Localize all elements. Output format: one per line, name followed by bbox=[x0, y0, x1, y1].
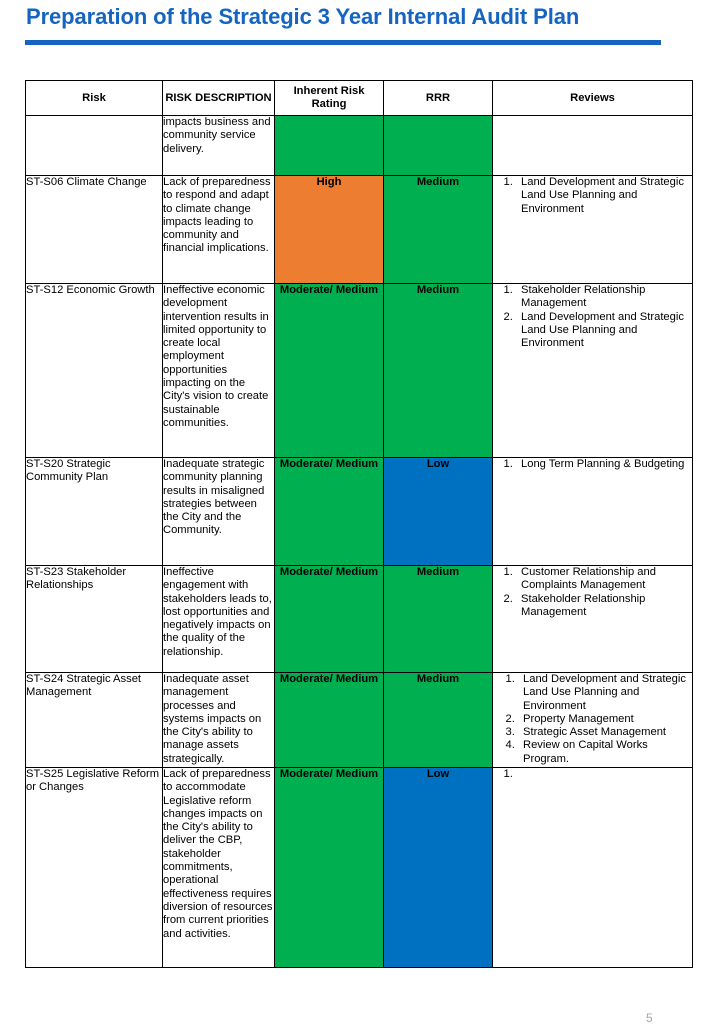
table-row bbox=[26, 176, 693, 284]
title-underline bbox=[25, 40, 661, 45]
review-item bbox=[516, 768, 692, 781]
risk-cell bbox=[26, 116, 163, 176]
reviews-list bbox=[499, 673, 692, 766]
risk-description-cell: Lack of preparedness to respond and adapt to climate change impacts leading to community and financial implications. bbox=[163, 176, 275, 284]
review-item: 1. Customer Relationship and Complaints Management bbox=[516, 566, 692, 593]
rrr-cell bbox=[384, 116, 493, 176]
rrr-cell: Medium bbox=[384, 284, 493, 458]
risk-cell: ST-S06 Climate Change bbox=[26, 176, 163, 284]
review-item: 1. Long Term Planning & Budgeting bbox=[516, 458, 692, 471]
inherent-risk-rating-cell: High bbox=[275, 176, 384, 284]
header-risk-description: RISK DESCRIPTION bbox=[163, 81, 275, 116]
reviews-cell bbox=[493, 673, 693, 768]
risk-description-cell: Inadequate strategic community planning results in misaligned strategies between the City and the Community. bbox=[163, 458, 275, 566]
table-header-row bbox=[26, 81, 693, 116]
risk-description-cell: Lack of preparedness to accommodate Legislative reform changes impacts on the City's ability to deliver the CBP, stakeholder commitments, operational effectiveness requires diversion of resources from current priorities and activities. bbox=[163, 768, 275, 968]
inherent-risk-rating-cell bbox=[275, 116, 384, 176]
reviews-cell bbox=[493, 458, 693, 566]
reviews-cell bbox=[493, 176, 693, 284]
inherent-risk-rating-cell: Moderate/ Medium bbox=[275, 284, 384, 458]
table-row bbox=[26, 566, 693, 673]
risk-description-cell: Ineffective engagement with stakeholders leads to, lost opportunities and negatively impacts on the quality of the relationship. bbox=[163, 566, 275, 673]
review-item: 2. Property Management bbox=[518, 713, 692, 726]
rrr-cell: Medium bbox=[384, 673, 493, 768]
review-item: 2. Land Development and Strategic Land Use Planning and Environment bbox=[516, 311, 692, 351]
header-risk: Risk bbox=[26, 81, 163, 116]
risk-cell: ST-S23 Stakeholder Relationships bbox=[26, 566, 163, 673]
reviews-list bbox=[493, 176, 692, 216]
review-item: 1. Land Development and Strategic Land Use Planning and Environment bbox=[516, 176, 692, 216]
rrr-cell: Low bbox=[384, 458, 493, 566]
inherent-risk-rating-cell: Moderate/ Medium bbox=[275, 566, 384, 673]
reviews-list bbox=[493, 284, 692, 350]
risk-description-cell: Ineffective economic development intervention results in limited opportunity to create local employment opportunities impacting on the City's vision to create sustainable communities. bbox=[163, 284, 275, 458]
reviews-cell bbox=[493, 566, 693, 673]
rrr-cell: Medium bbox=[384, 566, 493, 673]
header-inherent-risk-rating: Inherent Risk Rating bbox=[275, 81, 384, 116]
page-number: 5 bbox=[646, 1011, 653, 1025]
risk-cell: ST-S12 Economic Growth bbox=[26, 284, 163, 458]
reviews-list bbox=[493, 566, 692, 619]
risk-description-cell: impacts business and community service delivery. bbox=[163, 116, 275, 176]
audit-plan-table bbox=[25, 80, 693, 968]
risk-cell: ST-S25 Legislative Reform or Changes bbox=[26, 768, 163, 968]
risk-cell: ST-S20 Strategic Community Plan bbox=[26, 458, 163, 566]
reviews-list bbox=[493, 458, 692, 471]
review-item: 4. Review on Capital Works Program. bbox=[518, 739, 692, 766]
table-row bbox=[26, 284, 693, 458]
review-item: 3. Strategic Asset Management bbox=[518, 726, 692, 739]
table-row bbox=[26, 116, 693, 176]
header-reviews: Reviews bbox=[493, 81, 693, 116]
review-item: 1. Land Development and Strategic Land Use Planning and Environment bbox=[518, 673, 692, 713]
rrr-cell: Medium bbox=[384, 176, 493, 284]
review-item: 2. Stakeholder Relationship Management bbox=[516, 593, 692, 620]
table-row bbox=[26, 458, 693, 566]
table-row bbox=[26, 673, 693, 768]
header-rrr: RRR bbox=[384, 81, 493, 116]
reviews-list bbox=[493, 768, 692, 781]
inherent-risk-rating-cell: Moderate/ Medium bbox=[275, 673, 384, 768]
reviews-cell bbox=[493, 768, 693, 968]
inherent-risk-rating-cell: Moderate/ Medium bbox=[275, 458, 384, 566]
page-title: Preparation of the Strategic 3 Year Internal Audit Plan bbox=[26, 4, 580, 29]
reviews-cell bbox=[493, 116, 693, 176]
review-item: 1. Stakeholder Relationship Management bbox=[516, 284, 692, 311]
table-row bbox=[26, 768, 693, 968]
inherent-risk-rating-cell: Moderate/ Medium bbox=[275, 768, 384, 968]
rrr-cell: Low bbox=[384, 768, 493, 968]
reviews-cell bbox=[493, 284, 693, 458]
risk-cell: ST-S24 Strategic Asset Management bbox=[26, 673, 163, 768]
risk-description-cell: Inadequate asset management processes and systems impacts on the City's ability to manage assets strategically. bbox=[163, 673, 275, 768]
